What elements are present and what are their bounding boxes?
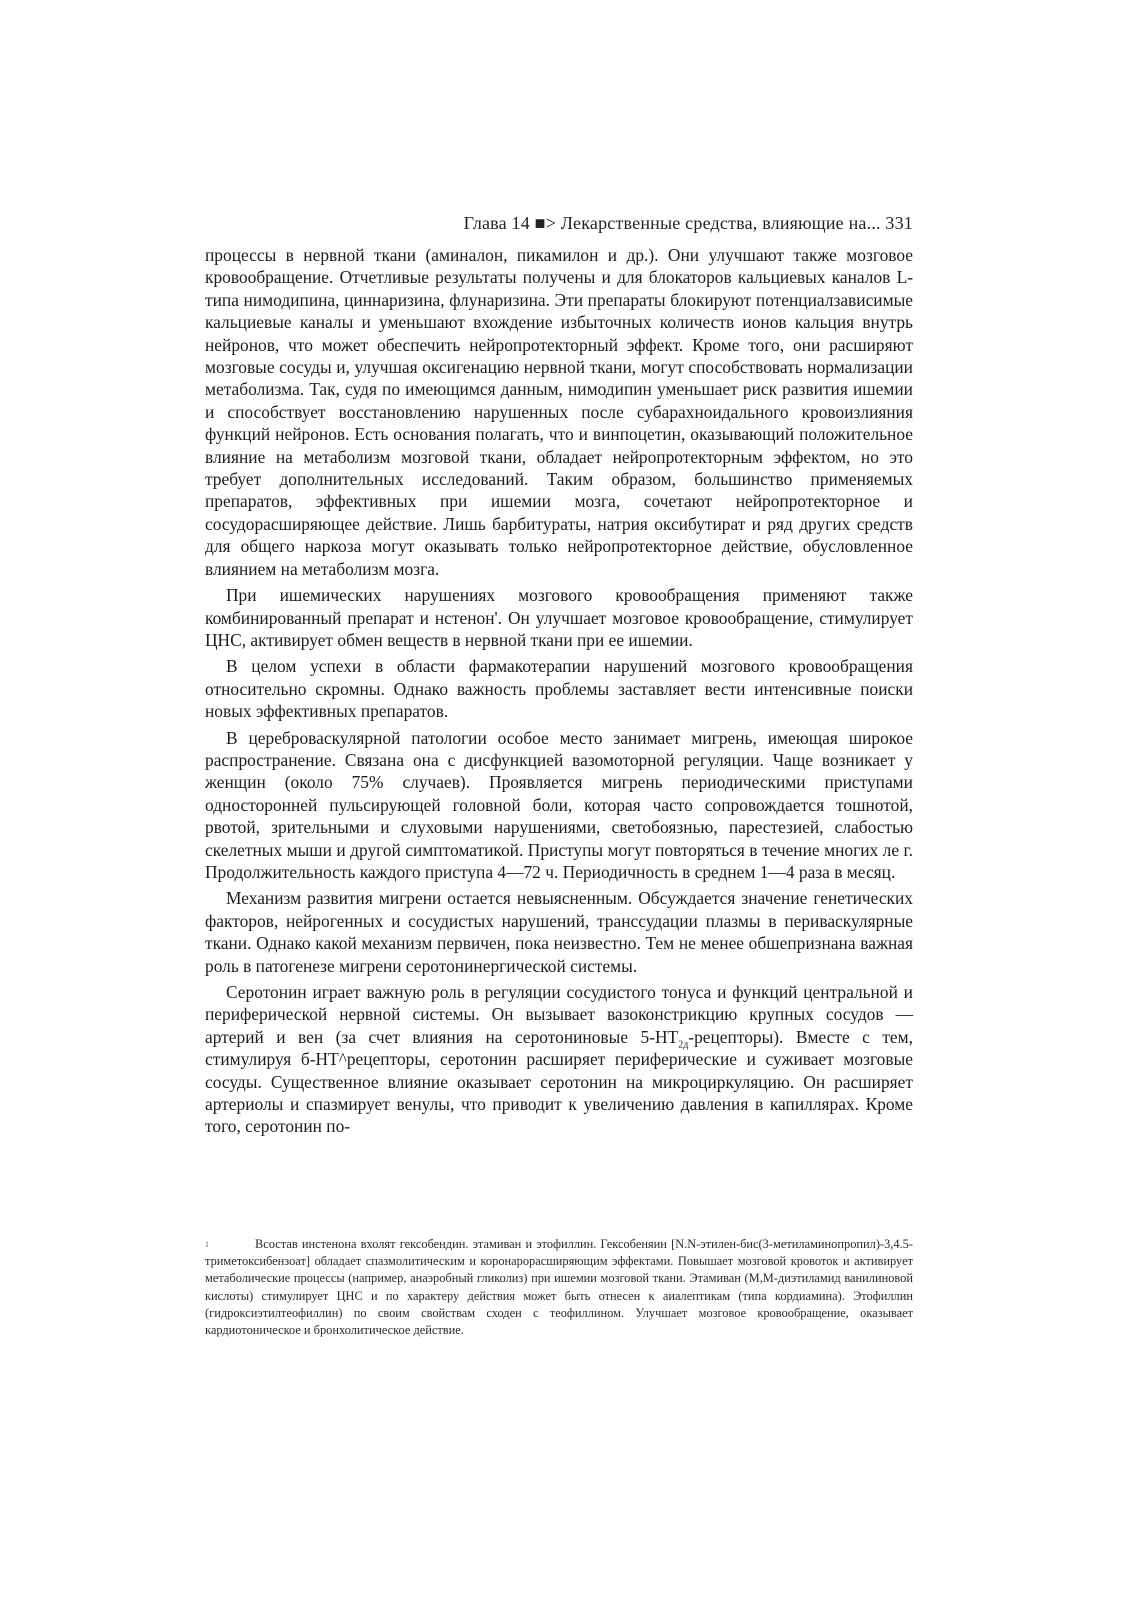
footnote-text: Всостав инстенона вхолят гексобендин. этамиван и этофиллин. Гексобеняин [N.N-этилен-бис(3-метиламинопропил)-3,4.5-триметоксибензоат] обладает спазмолитическим и коронарорасширяющим эффектами. Повышает мозговой кровоток и активирует метаболические процессы (например, анаэробный гликолиз) при ишемии мозговой ткани. Этамиван (М,М-диэтиламид ванилиновой кислоты) стимулирует ЦНС и по характеру действия может быть отнесен к аиалептикам (типа кордиамина). Этофиллин (гидроксиэтилтеофиллин) по своим свойствам сходен с теофиллином. Улучшает мозговое кровообращение, оказывает кардиотоническое и бронхолитическое действие. xyxy=(205,1237,913,1338)
footnote xyxy=(205,1236,913,1339)
paragraph-5: Механизм развития мигрени остается невыясненным. Обсуждается значение генетических факторов, нейрогенных и сосудистых нарушений, транссудации плазмы в периваскулярные ткани. Однако какой механизм первичен, пока неизвестно. Тем не менее обшепризнана важная роль в патогенезе мигрени серотонинергической системы. xyxy=(205,888,913,976)
footnote-marker: 1 xyxy=(205,1240,209,1249)
running-head: Глава 14 ■> Лекарственные средства, влияющие на... 331 xyxy=(463,213,913,233)
paragraph-4: В цереброваскулярной патологии особое место занимает мигрень, имеющая широкое распространение. Связана она с дисфункцией вазомоторной регуляции. Чаще возникает у женщин (около 75% случаев). Проявляется мигрень периодическими приступами односторонней пульсирующей головной боли, которая часто сопровождается тошнотой, рвотой, зрительными и слуховыми нарушениями, светобоязнью, парестезией, слабостью скелетных мыши и другой симптоматикой. Приступы могут повторяться в течение многих ле г. Продолжительность каждого приступа 4—72 ч. Периодичность в среднем 1—4 раза в месяц. xyxy=(205,727,913,882)
paragraph-3: В целом успехи в области фармакотерапии нарушений мозгового кровообращения относительно скромны. Однако важность проблемы заставляет вести интенсивные поиски новых эффективных препаратов. xyxy=(205,656,913,722)
paragraph-1: процессы в нервной ткани (аминалон, пикамилон и др.). Они улучшают также мозговое кровообращение. Отчетливые результаты получены и для блокаторов кальциевых каналов L-типа нимодипина, циннаризина, флунаризина. Эти препараты блокируют потенциалзависимые кальциевые каналы и уменьшают вхождение избыточных количеств ионов кальция внутрь нейронов, что может обеспечить нейропротекторный эффект. Кроме того, они расширяют мозговые сосуды и, улучшая оксигенацию нервной ткани, могут способствовать нормализации метаболизма. Так, судя по имеющимся данным, нимодипин уменьшает риск развития ишемии и способствует восстановлению нарушенных после субарахноидального кровоизлияния функций нейронов. Есть основания полагать, что и винпоцетин, оказывающий положительное влияние на метаболизм мозговой ткани, обладает нейропротекторным эффектом, но это требует дополнительных исследований. Таким образом, большинство применяемых препаратов, эффективных при ишемии мозга, сочетают нейропротекторное и сосудорасширяющее действие. Лишь барбитураты, натрия оксибутират и ряд других средств для общего наркоза могут оказывать только нейропротекторное действие, обусловленное влиянием на метаболизм мозга. xyxy=(205,245,913,579)
paragraph-2: При ишемических нарушениях мозгового кровообращения применяют также комбинированный препарат и нстенон'. Он улучшает мозговое кровообращение, стимулирует ЦНС, активирует обмен веществ в нервной ткани при ее ишемии. xyxy=(205,585,913,650)
paragraph-6: Серотонин играет важную роль в регуляции сосудистого тонуса и функций центральной и периферической нервной системы. Он вызывает вазоконстрикцию крупных сосудов — артерий и вен (за счет влияния на серотониновые $5-HT_{2д}-рецепторы$). Вместе с тем, стимулируя б-НТ^рецепторы, серотонин расширяет периферические и суживает мозговые сосуды. Существенное влияние оказывает серотонин на микроциркуляцию. Он расширяет артериолы и спазмирует венулы, что приводит к увеличению давления в капиллярах. Кроме того, серотонин по- xyxy=(205,982,913,1137)
body-text xyxy=(205,244,913,1138)
